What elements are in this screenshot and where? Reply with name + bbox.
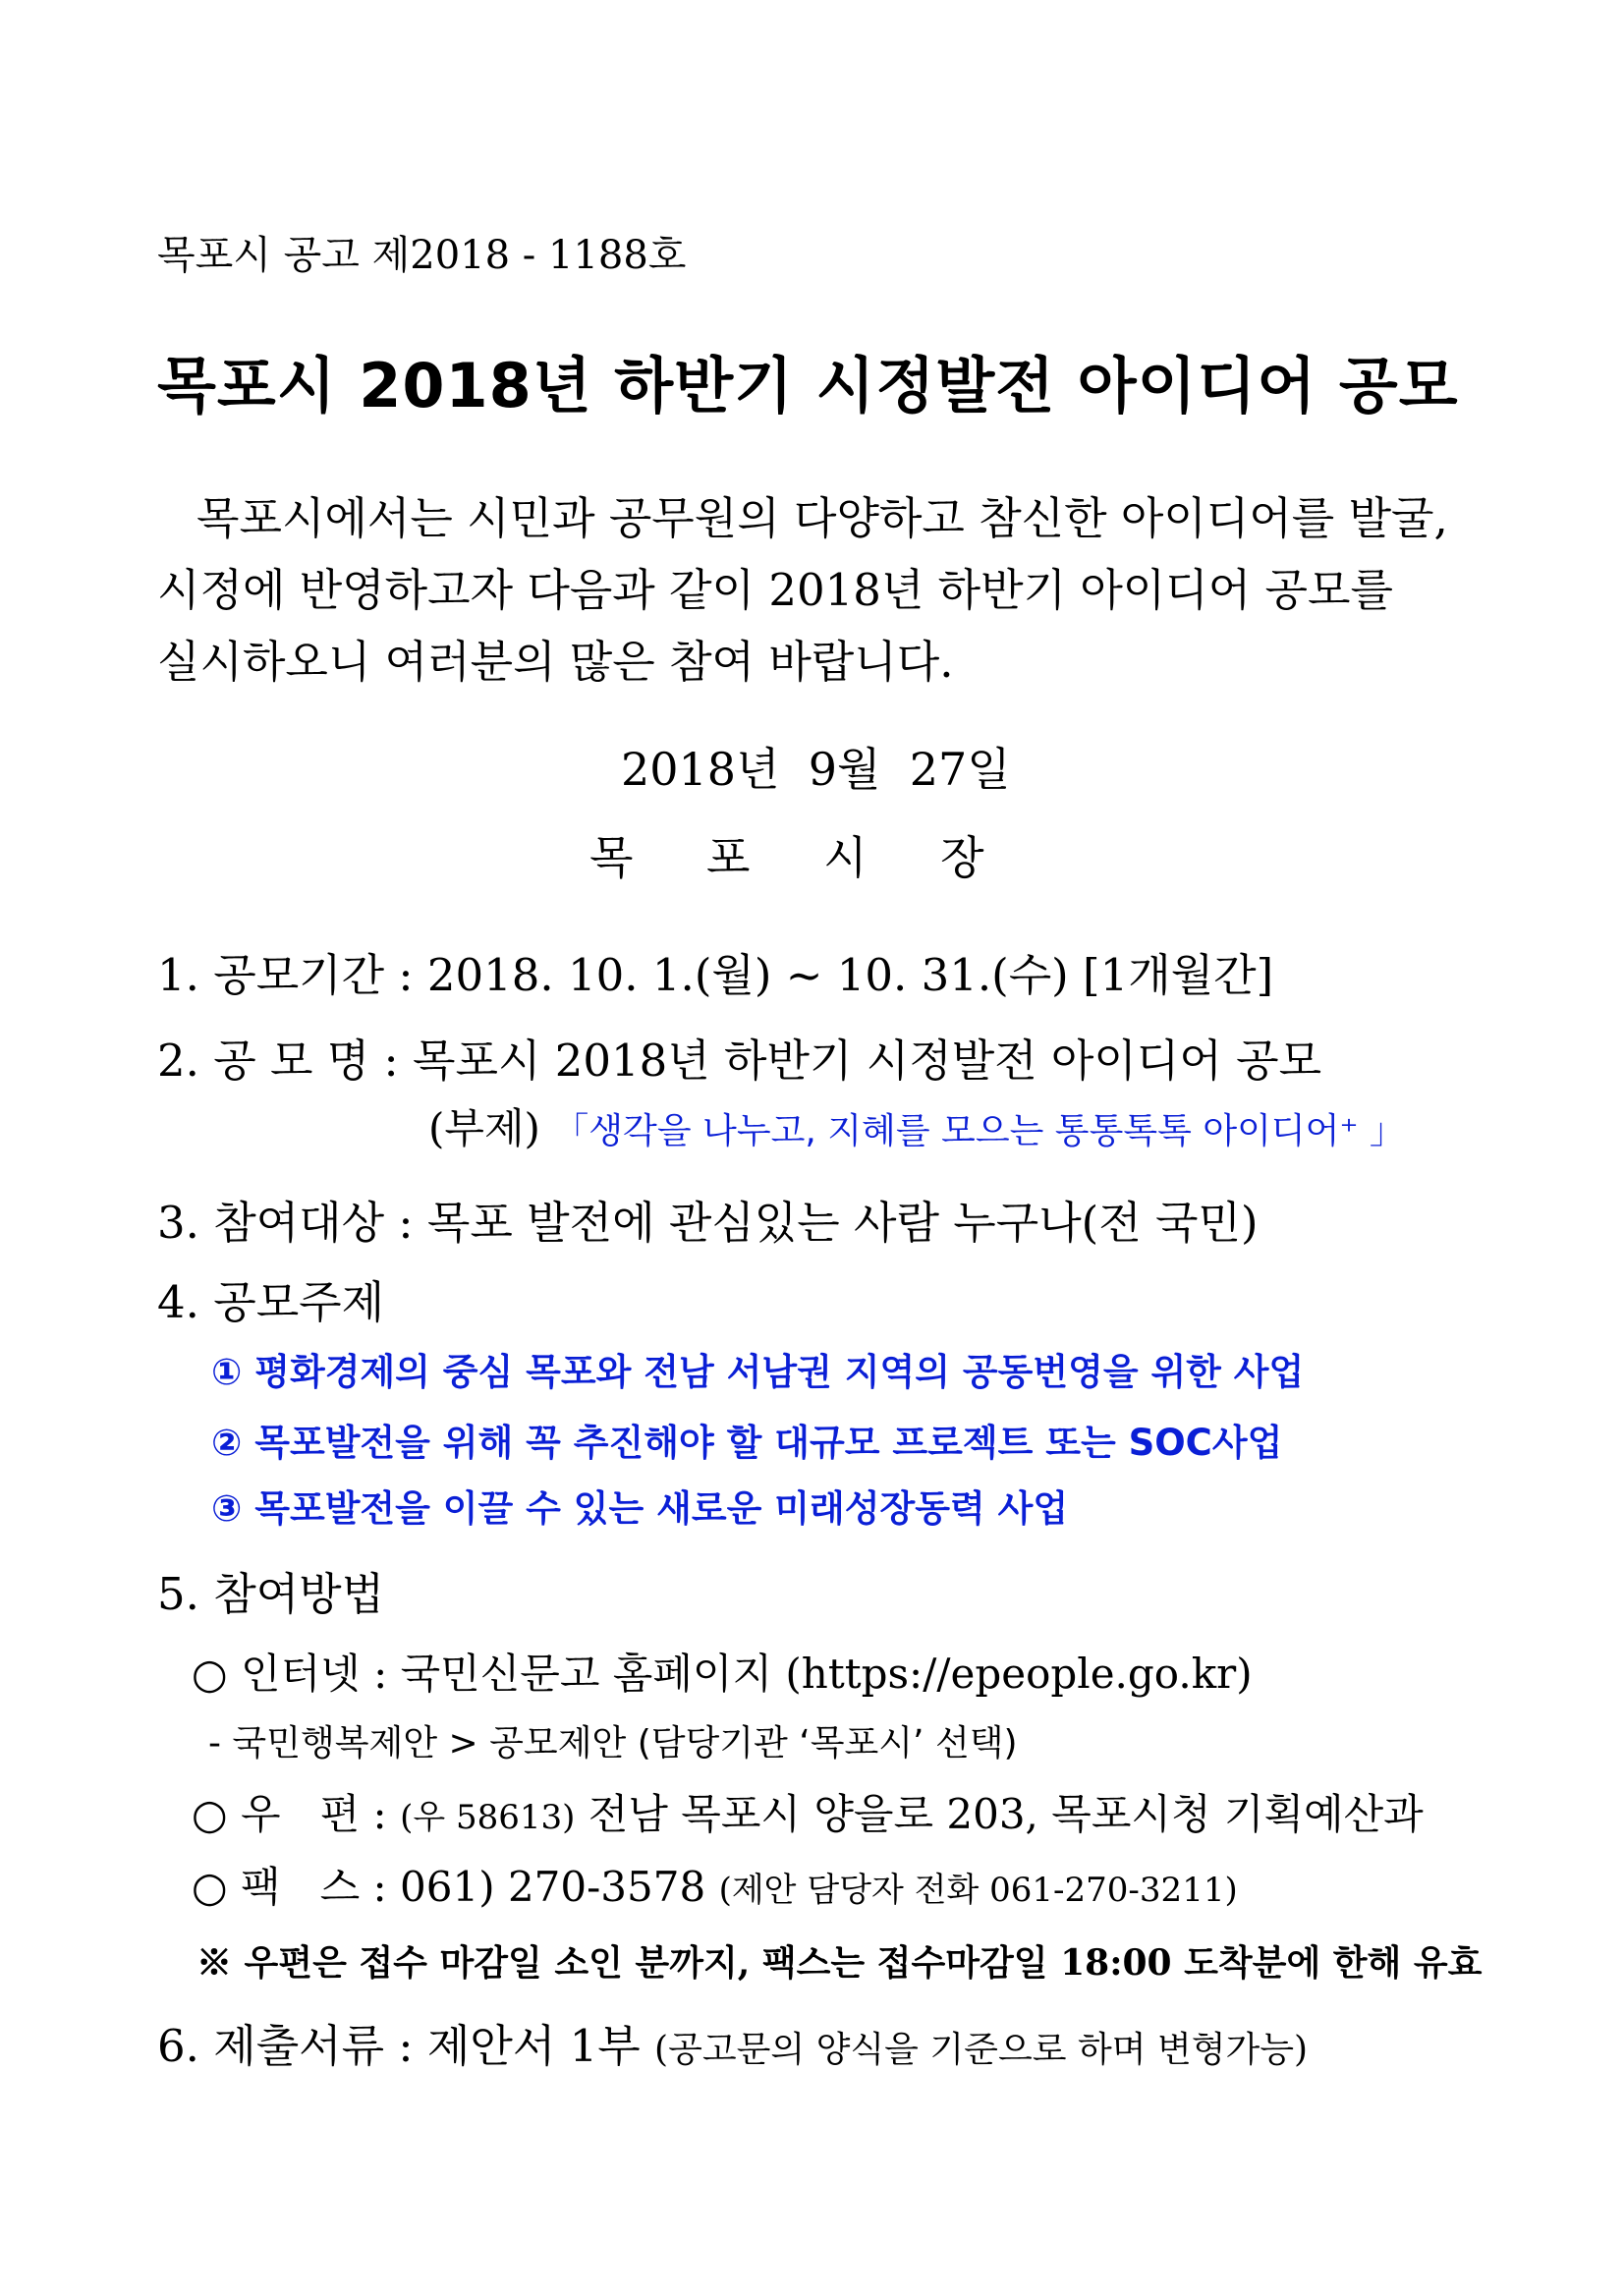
item-subtitle — [428, 1104, 1405, 1152]
intro-line-1: 목포시에서는 시민과 공무원의 다양하고 참신한 아이디어를 발굴, — [196, 492, 1448, 544]
item-period: 1. 공모기간 : 2018. 10. 1.(월) ~ 10. 31.(수) [1개월간] — [157, 949, 1274, 1001]
item-method-heading: 5. 참여방법 — [157, 1568, 385, 1620]
topic-3: ③ 목포발전을 이끌 수 있는 새로운 미래성장동력 사업 — [211, 1487, 1069, 1530]
documents-text: 6. 제출서류 : 제안서 1부 — [157, 2020, 641, 2072]
issuer-name: 목 포 시 장 — [589, 831, 984, 884]
method-fax-note: (제안 담당자 전화 061-270-3211) — [718, 1871, 1238, 1910]
intro-line-2: 시정에 반영하고자 다음과 같이 2018년 하반기 아이디어 공모를 — [157, 564, 1393, 616]
method-mail-label: ○ 우 편 : — [192, 1790, 387, 1838]
method-fax — [192, 1863, 1238, 1911]
method-mail-zip: (우 58613) — [400, 1798, 576, 1837]
subtitle-label: (부제) — [428, 1104, 540, 1152]
notice-date: 2018년 9월 27일 — [621, 743, 1011, 796]
item-name: 2. 공 모 명 : 목포시 2018년 하반기 시정발전 아이디어 공모 — [157, 1035, 1322, 1087]
item-topic-heading: 4. 공모주제 — [157, 1276, 385, 1328]
documents-note: (공고문의 양식을 기준으로 하며 변형가능) — [654, 2030, 1309, 2070]
submission-note: ※ 우편은 접수 마감일 소인 분까지, 팩스는 접수마감일 18:00 도착분에 한해 유효 — [196, 1942, 1483, 1984]
item-target: 3. 참여대상 : 목포 발전에 관심있는 사람 누구나(전 국민) — [157, 1197, 1259, 1249]
subtitle-text: 「생각을 나누고, 지혜를 모으는 통통톡톡 아이디어⁺ 」 — [553, 1111, 1405, 1151]
topic-1: ① 평화경제의 중심 목포와 전남 서남권 지역의 공동번영을 위한 사업 — [211, 1351, 1305, 1393]
intro-line-3: 실시하오니 여러분의 많은 참여 바랍니다. — [157, 636, 954, 688]
method-fax-number: ○ 팩 스 : 061) 270-3578 — [192, 1863, 706, 1911]
method-mail-address: 전남 목포시 양을로 203, 목포시청 기획예산과 — [588, 1790, 1424, 1838]
topic-2: ② 목포발전을 위해 꼭 추진해야 할 대규모 프로젝트 또는 SOC사업 — [211, 1422, 1283, 1464]
notice-number: 목포시 공고 제2018 - 1188호 — [157, 233, 687, 278]
method-internet: ○ 인터넷 : 국민신문고 홈페이지 (https://epeople.go.kr) — [192, 1650, 1253, 1698]
page-title: 목포시 2018년 하반기 시정발전 아이디어 공모 — [157, 350, 1459, 421]
method-mail — [192, 1790, 1424, 1838]
method-internet-sub: - 국민행복제안 > 공모제안 (담당기관 ‘목포시’ 선택) — [208, 1723, 1018, 1763]
item-documents — [157, 2020, 1309, 2072]
